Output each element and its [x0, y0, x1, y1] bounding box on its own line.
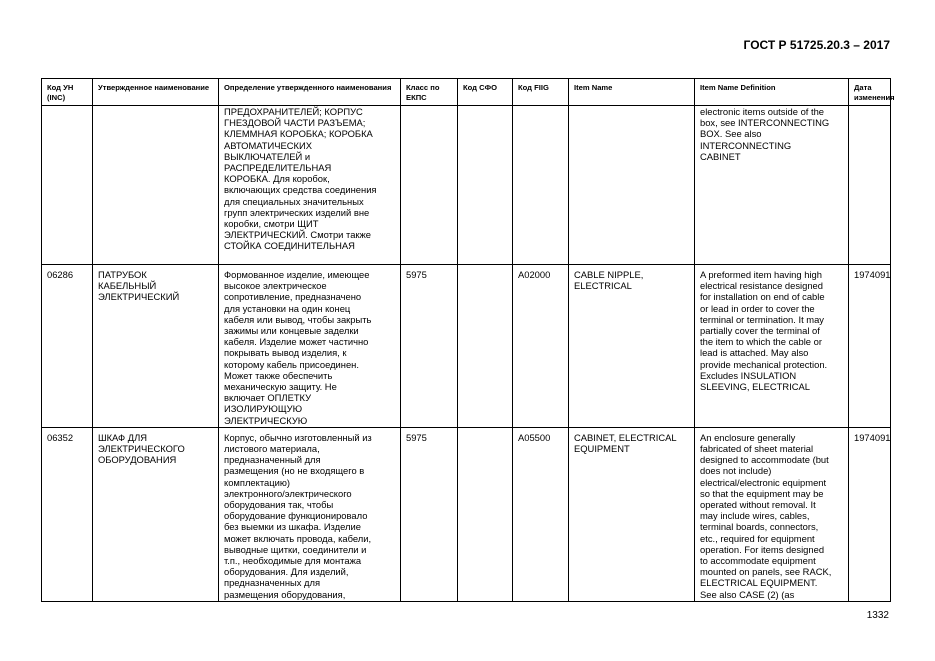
cell-class: 5975	[401, 427, 458, 601]
cell-item-name: CABLE NIPPLE, ELECTRICAL	[569, 265, 695, 428]
cell-sfo	[458, 265, 513, 428]
cell-date	[849, 106, 891, 265]
col-header-class: Класс по ЕКПС	[401, 79, 458, 106]
cell-definition: ПРЕДОХРАНИТЕЛЕЙ; КОРПУС ГНЕЗДОВОЙ ЧАСТИ РАЗЪЕМА; КЛЕММНАЯ КОРОБКА; КОРОБКА АВТОМАТИЧЕСКИХ ВЫКЛЮЧАТЕЛЕЙ и РАСПРЕДЕЛИТЕЛЬНАЯ КОРОБКА. Для коробок, включающих средства соединения для специальных значительных групп электрических изделий вне коробки, смотри ЩИТ ЭЛЕКТРИЧЕСКИЙ. Смотри также СТОЙКА СОЕДИНИТЕЛЬНАЯ	[219, 106, 401, 265]
cell-sfo	[458, 427, 513, 601]
cell-fiig: A05500	[513, 427, 569, 601]
table-row	[42, 265, 891, 428]
document-code: ГОСТ Р 51725.20.3 – 2017	[743, 38, 890, 52]
header-row	[42, 79, 891, 106]
cell-inc: 06286	[42, 265, 93, 428]
col-header-approved-name: Утвержденное наименование	[93, 79, 219, 106]
cell-fiig: A02000	[513, 265, 569, 428]
cell-approved-name: ПАТРУБОК КАБЕЛЬНЫЙ ЭЛЕКТРИЧЕСКИЙ	[93, 265, 219, 428]
cell-inc	[42, 106, 93, 265]
table-row	[42, 106, 891, 265]
cell-date: 1974091	[849, 265, 891, 428]
col-header-item-name: Item Name	[569, 79, 695, 106]
cell-approved-name	[93, 106, 219, 265]
col-header-definition: Определение утвержденного наименования	[219, 79, 401, 106]
cell-definition: Корпус, обычно изготовленный из листового материала, предназначенный для размещения (но не входящего в комплектацию) электронного/электрического оборудования так, чтобы оборудование функционировало без выемки из шкафа. Изделие может включать провода, кабели, выводные щитки, соединители и т.п., необходимые для монтажа оборудования. Для изделий, предназначенных для размещения оборудования,	[219, 427, 401, 601]
col-header-sfo: Код СФО	[458, 79, 513, 106]
cell-date: 1974091	[849, 427, 891, 601]
col-header-date: Дата изменения	[849, 79, 891, 106]
page-number: 1332	[866, 610, 889, 621]
cell-item-name	[569, 106, 695, 265]
table-row	[42, 427, 891, 601]
cell-fiig	[513, 106, 569, 265]
cell-class: 5975	[401, 265, 458, 428]
col-header-fiig: Код FIIG	[513, 79, 569, 106]
col-header-item-definition: Item Name Definition	[695, 79, 849, 106]
cell-approved-name: ШКАФ ДЛЯ ЭЛЕКТРИЧЕСКОГО ОБОРУДОВАНИЯ	[93, 427, 219, 601]
cell-definition: Формованное изделие, имеющее высокое электрическое сопротивление, предназначено для установки на один конец кабеля или вывод, чтобы закрыть зажимы или концевые заделки кабеля. Изделие может частично покрывать вывод изделия, к которому кабель присоединен. Может также обеспечить механическую защиту. Не включает ОПЛЕТКУ ИЗОЛИРУЮЩУЮ ЭЛЕКТРИЧЕСКУЮ	[219, 265, 401, 428]
cell-class	[401, 106, 458, 265]
cell-sfo	[458, 106, 513, 265]
cell-item-definition: electronic items outside of the box, see INTERCONNECTING BOX. See also INTERCONNECTING CABINET	[695, 106, 849, 265]
cell-inc: 06352	[42, 427, 93, 601]
cell-item-definition: A preformed item having high electrical resistance designed for installation on end of cable or lead in order to cover the terminal or termination. It may partially cover the terminal of the item to which the cable or lead is attached. May also provide mechanical protection. Excludes INSULATION SLEEVING, ELECTRICAL	[695, 265, 849, 428]
cell-item-definition: An enclosure generally fabricated of sheet material designed to accommodate (but does not include) electrical/electronic equipment so that the equipment may be operated without removal. It may include wires, cables, terminal boards, connectors, etc., required for equipment operation. For items designed to accommodate equipment mounted on panels, see RACK, ELECTRICAL EQUIPMENT. See also CASE (2) (as	[695, 427, 849, 601]
col-header-inc: Код УН (INC)	[42, 79, 93, 106]
cell-item-name: CABINET, ELECTRICAL EQUIPMENT	[569, 427, 695, 601]
catalog-table	[41, 78, 895, 602]
